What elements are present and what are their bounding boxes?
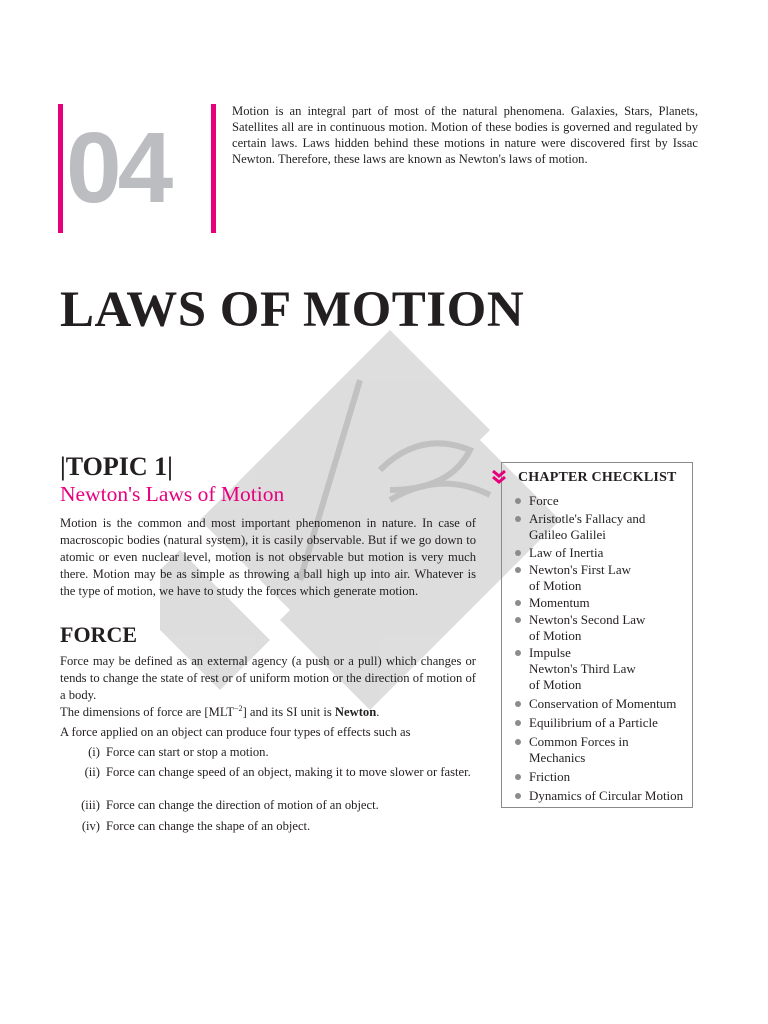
- checklist-item-text: Equilibrium of a Particle: [529, 715, 658, 730]
- checklist-item-text: Impulse: [529, 645, 571, 660]
- chapter-number-bar-right: [211, 104, 216, 233]
- checklist-item-text-cont: Galileo Galilei: [529, 527, 606, 542]
- checklist-item: [513, 788, 698, 804]
- dimensions-exponent: −2: [234, 703, 243, 713]
- chapter-intro: Motion is an integral part of most of the natural phenomena. Galaxies, Stars, Planets, Satellites all are in continuous motion. Motion of these bodies is governed and regulated by certain laws. Laws hidden behind these motions in nature were discovered first by Issac Newton. Therefore, these laws are known as Newton's laws of motion.: [232, 104, 698, 166]
- topic-body-paragraph: Motion is the common and most important phenomenon in nature. In case of macroscopic bodies (natural system), it is casily observable. But if we go down to atomic or even nuclear level, motion is not observable but motion is very much there. Motion may be as simple as throwing a ball high up into air. Whatever is the type of motion, we have to study the forces which generate motion.: [60, 516, 476, 598]
- checklist-item: [513, 645, 698, 677]
- checklist-item-text-cont: Mechanics: [529, 750, 586, 765]
- checklist-item: [513, 511, 698, 543]
- bullet-icon: [515, 617, 521, 623]
- checklist-item: [513, 545, 698, 561]
- checklist-item: [513, 562, 698, 594]
- bullet-icon: [515, 701, 521, 707]
- effect-text: Force can change speed of an object, making it to move slower or faster.: [106, 765, 471, 779]
- effect-text: Force can change the shape of an object.: [106, 819, 311, 833]
- checklist-item: [513, 734, 698, 766]
- checklist-item-text: Law of Inertia: [529, 545, 604, 560]
- effect-number: (i): [88, 745, 100, 759]
- topic-heading: Newton's Laws of Motion: [60, 482, 285, 506]
- chapter-title: LAWS OF MOTION: [60, 282, 525, 338]
- effect-item: [60, 797, 476, 814]
- bullet-icon: [515, 600, 521, 606]
- checklist-item: [513, 696, 698, 712]
- checklist-item-text-cont: of Motion: [529, 578, 582, 593]
- effect-item: [60, 818, 476, 835]
- checklist-item: [513, 677, 698, 693]
- checklist-item-text: Common Forces in: [529, 734, 629, 749]
- effect-item: [60, 764, 476, 781]
- checklist-item-text: Newton's First Law: [529, 562, 632, 577]
- chapter-number: 04: [66, 112, 170, 224]
- checklist-item-text-cont: Newton's Third Law: [529, 661, 636, 676]
- checklist-item-text-cont: of Motion: [529, 628, 582, 643]
- checklist-item-text: Momentum: [529, 595, 590, 610]
- bullet-icon: [515, 774, 521, 780]
- checklist-item-text: Conservation of Momentum: [529, 696, 677, 711]
- dimensions-middle: ] and its SI unit is: [242, 705, 335, 719]
- bullet-icon: [515, 498, 521, 504]
- checklist-item: [513, 595, 698, 611]
- bullet-icon: [515, 550, 521, 556]
- bullet-icon: [515, 516, 521, 522]
- checklist-list: [513, 493, 698, 804]
- checklist-item: [513, 493, 698, 509]
- bullet-icon: [515, 739, 521, 745]
- force-dimensions-line: [60, 704, 379, 721]
- bullet-icon: [515, 720, 521, 726]
- force-definition-paragraph: Force may be defined as an external agency (a push or a pull) which changes or tends to change the state of rest or of uniform motion or the direction of motion of a body.: [60, 654, 476, 702]
- effect-number: (iv): [81, 819, 100, 833]
- checklist-item-text-cont: of Motion: [529, 677, 582, 692]
- effect-number: (ii): [84, 765, 100, 779]
- force-heading: FORCE: [60, 622, 137, 647]
- bullet-icon: [515, 793, 521, 799]
- effect-text: Force can start or stop a motion.: [106, 745, 269, 759]
- dimensions-suffix: .: [376, 705, 380, 719]
- bullet-icon: [515, 567, 521, 573]
- checklist-item: [513, 715, 698, 731]
- effects-intro: A force applied on an object can produce four types of effects such as: [60, 725, 411, 739]
- checklist-item-text: Friction: [529, 769, 571, 784]
- double-chevron-down-icon: [490, 468, 508, 486]
- dimensions-prefix: The dimensions of force are [MLT: [60, 705, 235, 719]
- checklist-item-text: Dynamics of Circular Motion: [529, 788, 684, 803]
- si-unit: Newton: [334, 705, 377, 719]
- checklist-title: CHAPTER CHECKLIST: [518, 470, 677, 485]
- effect-number: (iii): [81, 798, 100, 812]
- topic-label: |TOPIC 1|: [60, 452, 173, 481]
- checklist-item-text: Newton's Second Law: [529, 612, 646, 627]
- checklist-item: [513, 769, 698, 785]
- effect-item: [60, 744, 476, 761]
- checklist-item: [513, 612, 698, 644]
- chapter-number-bar-left: [58, 104, 63, 233]
- checklist-item-text: Force: [529, 493, 559, 508]
- effect-text: Force can change the direction of motion of an object.: [106, 798, 379, 812]
- checklist-item-text: Aristotle's Fallacy and: [529, 511, 646, 526]
- bullet-icon: [515, 650, 521, 656]
